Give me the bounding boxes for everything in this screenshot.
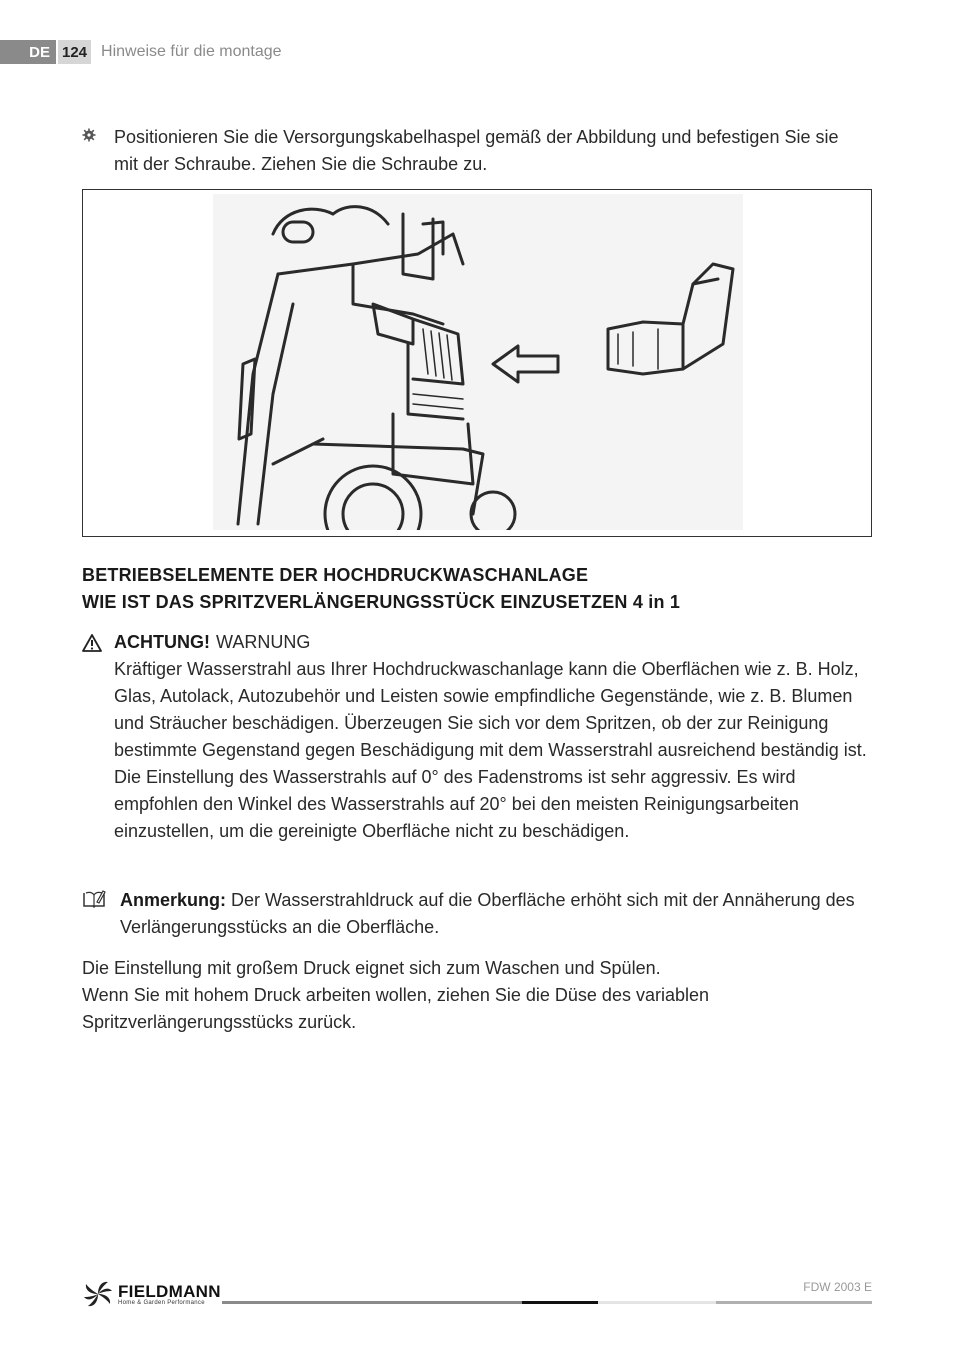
heading-line-2: WIE IST DAS SPRITZVERLÄNGERUNGSSTÜCK EINZUSETZEN 4 in 1 [82,592,681,612]
cable-reel-mounting-drawing [213,194,743,530]
note-body: Der Wasserstrahldruck auf die Oberfläche erhöht sich mit der Annäherung des Verlängerungsstücks an die Oberfläche. [120,890,855,937]
section-heading [82,562,680,616]
step-text: Positionieren Sie die Versorgungskabelhaspel gemäß der Abbildung und befestigen Sie sie mit der Schraube. Ziehen Sie die Schraube zu. [114,127,839,174]
page-header [0,40,282,64]
brand-name: FIELDMANN [118,1282,221,1301]
note-text [120,887,872,941]
model-number: FDW 2003 E [803,1280,872,1294]
footer-rule-mid [716,1301,872,1304]
page-number: 124 [58,40,91,64]
warning-title: ACHTUNG! [114,632,210,652]
language-tag: DE [0,40,56,64]
warning-block [82,629,872,845]
warning-text: Kräftiger Wasserstrahl aus Ihrer Hochdruckwaschanlage kann die Oberflächen wie z. B. Holz, Glas, Autolack, Autozubehör und Leisten sowie empfindliche Gegenstände, wie z. B. Blumen und Sträucher beschädigen. Überzeugen Sie sich vor dem Spritzen, ob der zur Reinigung bestimmte Gegenstand gegen Beschädigung mit dem Wasserstrahl ausreichend beständig ist. Die Einstellung des Wasserstrahls auf 0° des Fadenstroms ist sehr aggressiv. Es wird empfohlen den Winkel des Wasserstrahls auf 20° bei den meisten Reinigungsarbeiten einzustellen, um die gereinigte Oberfläche nicht zu beschädigen. [114,659,867,841]
assembly-illustration [82,189,872,537]
warning-subtitle: WARNUNG [216,632,311,652]
step-bullet [82,124,862,178]
paragraph-line-3: Spritzverlängerungsstücks zurück. [82,1012,357,1032]
warning-header [82,629,872,656]
heading-line-1: BETRIEBSELEMENTE DER HOCHDRUCKWASCHANLAGE [82,565,589,585]
note-label: Anmerkung: [120,890,227,910]
note-book-icon [82,889,106,909]
footer-rule-dark [522,1301,598,1304]
section-title: Hinweise für die montage [101,43,282,60]
footer-rule-gray [222,1301,522,1304]
brand-tagline: Home & Garden Performance [118,1300,205,1306]
fieldmann-logo [82,1278,221,1310]
paragraph-line-2: Wenn Sie mit hohem Druck arbeiten wollen, ziehen Sie die Düse des variablen [82,985,710,1005]
warning-triangle-icon [82,634,102,652]
footer-rule-light [598,1301,716,1304]
paragraph-line-1: Die Einstellung mit großem Druck eignet sich zum Waschen und Spülen. [82,958,661,978]
instruction-paragraph [82,955,872,1036]
note-block [82,887,872,941]
gear-bullet-icon [82,128,96,142]
swirl-logo-icon [82,1278,114,1310]
